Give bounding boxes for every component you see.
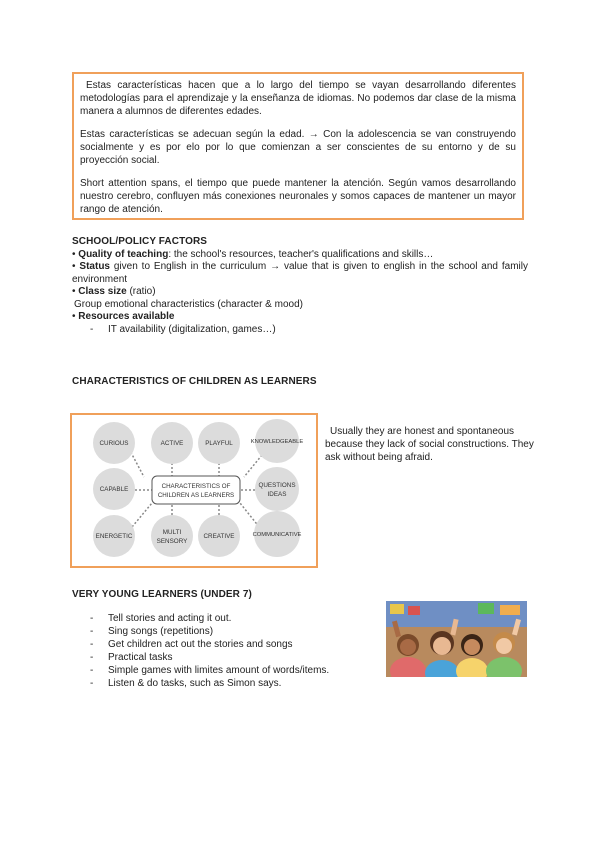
children-photo <box>386 601 527 677</box>
quality-label: Quality of teaching <box>78 248 169 260</box>
node-knowledgeable: KNOWLEDGEABLE <box>250 439 304 445</box>
list-item-text: Get children act out the stories and songs <box>108 639 293 650</box>
mindmap <box>72 415 316 566</box>
intro-paragraph-2: Estas características se adecuan según la edad. → Con la adolescencia se van construyendo socialmente y es por elo por lo que comienzan a ser conscientes de su entorno y de su proyección social. <box>80 129 516 166</box>
node-multisensory-line-1: MULTI <box>162 529 182 536</box>
list-item-text: Listen & do tasks, such as Simon says. <box>108 678 282 689</box>
list-item-text: Simple games with limites amount of words/items. <box>108 665 330 676</box>
dash: - <box>90 639 94 650</box>
vyl-list <box>90 612 329 690</box>
status-text: given to English in the curriculum → value that is given to english in the school and family environment <box>72 261 529 285</box>
resources-label: Resources available <box>78 311 175 322</box>
node-communicative: COMMUNICATIVE <box>252 532 302 538</box>
node-playful: PLAYFUL <box>205 440 233 447</box>
bullet: • <box>72 311 76 322</box>
node-active: ACTIVE <box>160 440 184 447</box>
list-item-text: Practical tasks <box>108 652 173 663</box>
resources-sub-text: IT availability (digitalization, games…) <box>108 323 276 335</box>
status-label: Status <box>79 261 110 272</box>
node-questions-circle <box>255 467 299 511</box>
node-curious: CURIOUS <box>99 440 129 447</box>
class-size-sub: Group emotional characteristics (character & mood) <box>74 298 303 310</box>
characteristics-side-text <box>325 425 535 464</box>
list-item <box>90 638 329 651</box>
class-size-label: Class size <box>78 286 127 297</box>
node-energetic: ENERGETIC <box>95 533 133 540</box>
class-size-item <box>72 286 528 299</box>
resources-sub <box>72 324 528 337</box>
quality-text: : the school's resources, teacher's qualifications and skills… <box>168 248 434 260</box>
center-line-1: CHARACTERISTICS OF <box>161 483 231 490</box>
resources-item <box>72 311 528 324</box>
characteristics-heading: CHARACTERISTICS OF CHILDREN AS LEARNERS <box>72 376 317 387</box>
bullet: • <box>72 248 76 260</box>
list-item <box>90 625 329 638</box>
list-item <box>90 651 329 664</box>
intro-box <box>72 72 524 220</box>
center-box <box>152 476 240 504</box>
characteristics-diagram <box>70 413 318 568</box>
bullet: • <box>72 261 76 272</box>
school-factors-heading: SCHOOL/POLICY FACTORS <box>72 236 208 247</box>
dash: - <box>90 323 94 335</box>
intro-paragraph-3: Short attention spans, el tiempo que puede mantener la atención. Según vamos desarrollando nuestro cerebro, confluyen más conexiones neuronales y somos capaces de mantener un mayor rango de atención. <box>80 178 516 215</box>
list-item <box>90 664 329 677</box>
list-item <box>90 612 329 625</box>
bullet: • <box>72 286 76 297</box>
list-item-text: Tell stories and acting it out. <box>108 613 232 624</box>
node-multisensory-line-2: SENSORY <box>156 538 188 545</box>
node-creative: CREATIVE <box>203 533 235 540</box>
node-multisensory-circle <box>151 515 193 557</box>
dash: - <box>90 626 94 637</box>
node-questions-line-1: QUESTIONS <box>258 482 296 489</box>
intro-paragraph-1: Estas características hacen que a lo largo del tiempo se vayan desarrollando diferentes metodologías para el aprendizaje y la enseñanza de idiomas. No podemos dar clase de la misma manera a alumnos de diferentes edades. <box>80 80 516 117</box>
dash: - <box>90 652 94 663</box>
node-capable: CAPABLE <box>99 486 129 493</box>
class-size-text: (ratio) <box>126 286 156 297</box>
school-factors-section <box>72 236 528 336</box>
dash: - <box>90 665 94 676</box>
dash: - <box>90 678 94 689</box>
status-item <box>72 261 528 286</box>
list-item <box>90 677 329 690</box>
dash: - <box>90 613 94 624</box>
quality-item <box>72 249 528 262</box>
center-line-2: CHILDREN AS LEARNERS <box>157 492 235 499</box>
list-item-text: Sing songs (repetitions) <box>108 626 214 637</box>
side-text: Usually they are honest and spontaneous because they lack of social constructions. They ask without being afraid. <box>325 426 534 463</box>
node-questions-line-2: IDEAS <box>267 491 287 498</box>
vyl-heading: VERY YOUNG LEARNERS (UNDER 7) <box>72 589 252 600</box>
